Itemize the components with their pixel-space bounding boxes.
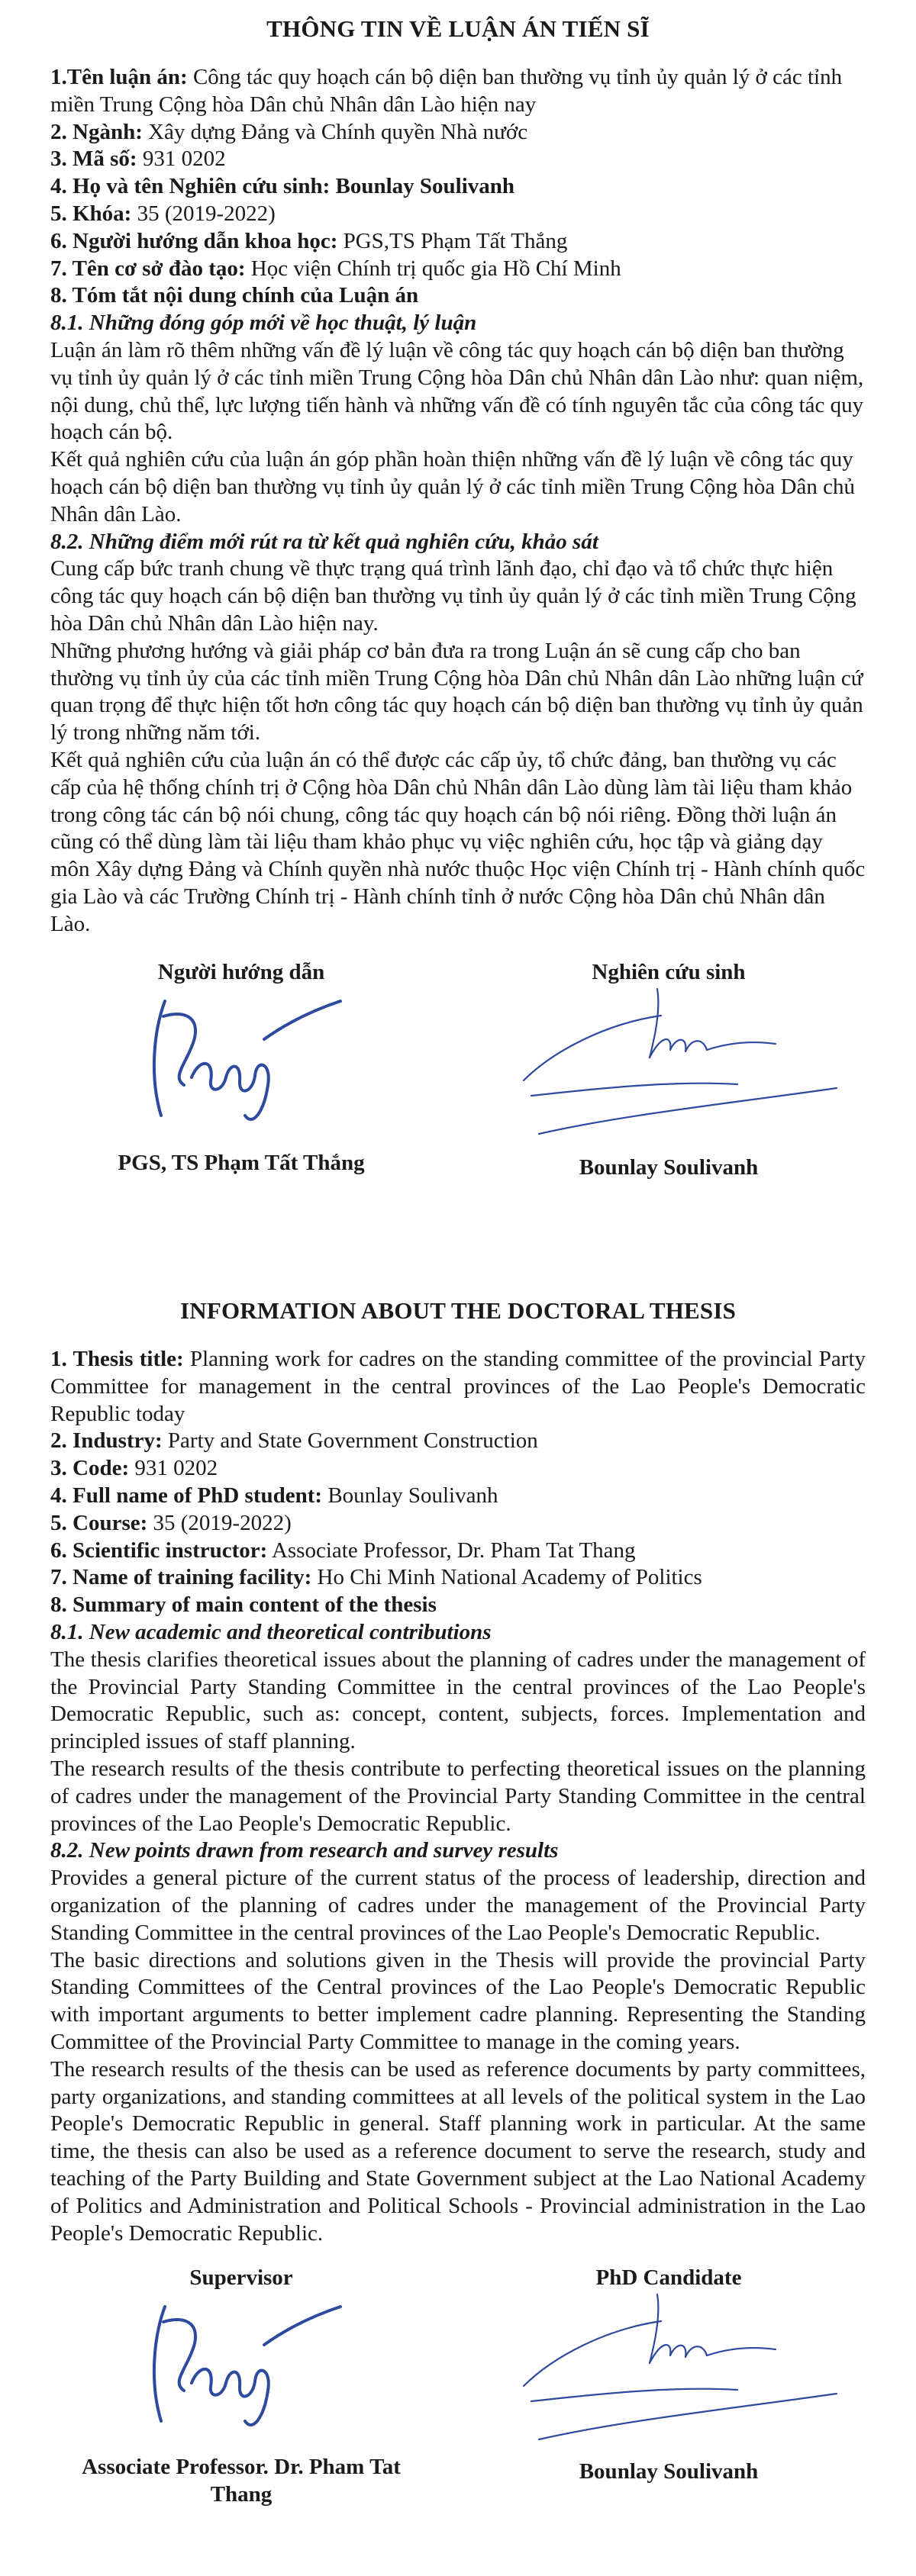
en-candidate-block: [478, 2264, 860, 2484]
vn-field-student-name: 4. Họ và tên Nghiên cứu sinh: Bounlay Soulivanh: [50, 174, 515, 199]
en-sub1-paragraph: The thesis clarifies theoretical issues about the planning of cadres under the management of the Provincial Party Standing Committee in the central provinces of the Lao People's Democratic Republic, such as: concept, content, subjects, forces. Implementation and principled issues of staff planning.: [50, 1647, 866, 1754]
en-field-code: 3. Code: 931 0202: [50, 1456, 218, 1481]
vn-field-facility: 7. Tên cơ sở đào tạo: Học viện Chính trị quốc gia Hồ Chí Minh: [50, 256, 621, 281]
en-field-course: 5. Course: 35 (2019-2022): [50, 1510, 292, 1535]
vietnamese-section: [50, 15, 866, 1203]
vn-supervisor-name: PGS, TS Phạm Tất Thắng: [118, 1150, 365, 1175]
vn-field-industry: 2. Ngành: Xây dựng Đảng và Chính quyền Nhà nước: [50, 119, 528, 144]
vn-field-thesis-title: 1.Tên luận án: Công tác quy hoạch cán bộ diện ban thường vụ tỉnh ủy quản lý ở các tỉnh miền Trung Cộng hòa Dân chủ Nhân dân Lào hiện nay: [50, 65, 843, 117]
vn-sub2-paragraph: Cung cấp bức tranh chung về thực trạng quá trình lãnh đạo, chỉ đạo và tổ chức thực hiện công tác quy hoạch cán bộ diện ban thường vụ tỉnh ủy quản lý ở các tỉnh miền Trung Cộng hòa Dân chủ Nhân dân Lào hiện nay.: [50, 556, 856, 636]
vn-field-course: 5. Khóa: 35 (2019-2022): [50, 201, 276, 226]
vn-candidate-name: Bounlay Soulivanh: [579, 1154, 759, 1180]
en-supervisor-role: Supervisor: [189, 2265, 293, 2291]
en-sub2-heading: 8.2. New points drawn from research and survey results: [50, 1838, 559, 1863]
vn-sub1-heading: 8.1. Những đóng góp mới về học thuật, lý luận: [50, 311, 477, 336]
vn-supervisor-block: [50, 958, 432, 1175]
en-sub2-paragraph: The basic directions and solutions given in the Thesis will provide the provincial Party Standing Committees of the Central provinces of the Lao People's Democratic Republic with important arguments to better implement cadre planning. Representing the Standing Committee of the Provincial Party Committee to manage in the coming years.: [50, 1947, 866, 2054]
supervisor-signature-icon: [119, 2291, 348, 2444]
en-field-facility: 7. Name of training facility: Ho Chi Minh National Academy of Politics: [50, 1565, 702, 1590]
en-candidate-name: Bounlay Soulivanh: [579, 2459, 759, 2484]
en-supervisor-block: [50, 2264, 432, 2507]
en-field-industry: 2. Industry: Party and State Government Construction: [50, 1428, 538, 1454]
vn-sub2-paragraph: Kết quả nghiên cứu của luận án có thể được các cấp ủy, tổ chức đảng, ban thường vụ các cấp của hệ thống chính trị ở Cộng hòa Dân chủ Nhân dân Lào dùng làm tài liệu tham khảo trong công tác cán bộ nói chung, công tác quy hoạch cán bộ nói riêng. Đồng thời luận án cũng có thể dùng làm tài liệu tham khảo phục vụ việc nghiên cứu, học tập và giảng dạy môn Xây dựng Đảng và Chính quyền nhà nước thuộc Học viện Chính trị - Hành chính quốc gia Lào và các Trường Chính trị - Hành chính tỉnh ở nước Cộng hòa Dân chủ Nhân dân Lào.: [50, 747, 866, 936]
en-field-instructor: 6. Scientific instructor: Associate Professor, Dr. Pham Tat Thang: [50, 1538, 636, 1563]
english-section: [50, 1297, 866, 2508]
vn-sub2-heading: 8.2. Những điểm mới rút ra từ kết quả nghiên cứu, khảo sát: [50, 529, 598, 554]
vn-sub1-paragraph: Luận án làm rõ thêm những vấn đề lý luận về công tác quy hoạch cán bộ diện ban thường vụ tỉnh ủy quản lý ở các tỉnh miền Trung Cộng hòa Dân chủ Nhân dân Lào như: quan niệm, nội dung, chủ thể, lực lượng tiến hành và những vấn đề có tính nguyên tắc của công tác quy hoạch cán bộ.: [50, 337, 864, 445]
vn-supervisor-role: Người hướng dẫn: [157, 959, 325, 984]
candidate-signature-icon: [508, 2287, 844, 2455]
en-field-thesis-title: 1. Thesis title: Planning work for cadres on the standing committee of the provincial Party Committee for management in the central provinces of the Lao People's Democratic Republic today: [50, 1347, 866, 1426]
en-supervisor-name: Associate Professor. Dr. Pham Tat Thang: [82, 2455, 401, 2507]
en-sub2-paragraph: The research results of the thesis can be used as reference documents by party committees, party organizations, and standing committees at all levels of the political system in the Lao People's Democratic Republic in general. Staff planning work in particular. At the same time, the thesis can also be used as a reference document to serve the research, study and teaching of the Party Building and State Government subject at the Lao National Academy of Politics and Administration and Political Schools - Provincial administration in the Lao People's Democratic Republic.: [50, 2056, 866, 2246]
vn-candidate-block: [478, 958, 860, 1180]
en-sub1-heading: 8.1. New academic and theoretical contributions: [50, 1619, 492, 1644]
en-sub2-paragraph: Provides a general picture of the current status of the process of leadership, direction and organization of the planning of cadres under the management of the Provincial Party Standing Committee in the central provinces of the Lao People's Democratic Republic.: [50, 1866, 866, 1945]
supervisor-signature-icon: [119, 986, 348, 1138]
vn-signature-row: [50, 958, 866, 1203]
candidate-signature-icon: [508, 981, 844, 1149]
vn-body: [50, 64, 866, 939]
en-title: INFORMATION ABOUT THE DOCTORAL THESIS: [179, 1297, 737, 1324]
vn-candidate-role: Nghiên cứu sinh: [592, 959, 746, 984]
en-summary-heading: 8. Summary of main content of the thesis: [50, 1592, 437, 1618]
vn-sub2-paragraph: Những phương hướng và giải pháp cơ bản đưa ra trong Luận án sẽ cung cấp cho ban thường vụ tỉnh ủy của các tỉnh miền Trung Cộng hòa Dân chủ Nhân dân Lào những luận cứ quan trọng để thực hiện tốt hơn công tác quy hoạch cán bộ diện ban thường vụ tỉnh ủy quản lý trong những năm tới.: [50, 638, 863, 745]
en-body: [50, 1346, 866, 2247]
vn-field-instructor: 6. Người hướng dẫn khoa học: PGS,TS Phạm Tất Thắng: [50, 228, 568, 253]
en-signature-row: [50, 2264, 866, 2508]
en-field-student-name: 4. Full name of PhD student: Bounlay Soulivanh: [50, 1483, 498, 1508]
vn-title: THÔNG TIN VỀ LUẬN ÁN TIẾN SĨ: [266, 15, 650, 42]
vn-summary-heading: 8. Tóm tắt nội dung chính của Luận án: [50, 283, 419, 308]
en-candidate-role: PhD Candidate: [595, 2265, 742, 2291]
vn-field-code: 3. Mã số: 931 0202: [50, 147, 226, 172]
en-sub1-paragraph: The research results of the thesis contribute to perfecting theoretical issues on the planning of cadres under the management of the Provincial Party Standing Committee in the central provinces of the Lao People's Democratic Republic.: [50, 1756, 866, 1836]
vn-sub1-paragraph: Kết quả nghiên cứu của luận án góp phần hoàn thiện những vấn đề lý luận về công tác quy hoạch cán bộ diện ban thường vụ tỉnh ủy quản lý ở các tỉnh miền Trung Cộng hòa Dân chủ Nhân dân Lào.: [50, 447, 855, 526]
